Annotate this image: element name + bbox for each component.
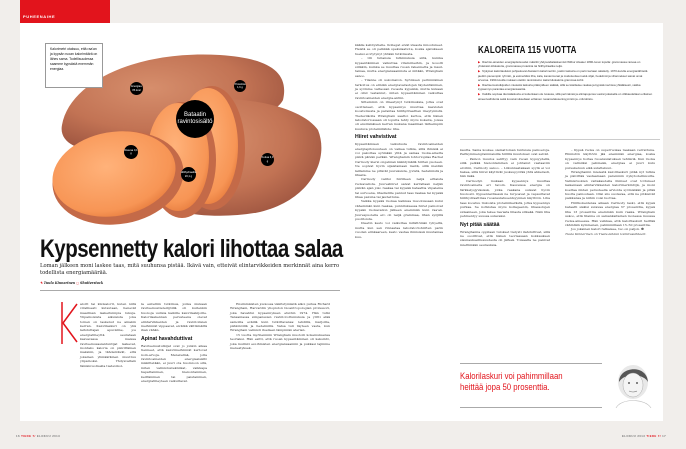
byline (40, 281, 103, 285)
author-portrait (611, 360, 656, 408)
pullquote (460, 371, 563, 393)
article-column-1 (80, 302, 136, 368)
nutrition-title: Bataatin ravintosisältö (177, 112, 213, 125)
pullquote-line-1: Kalorilaskuri voi pahimmillaan (460, 371, 563, 382)
fat-value: Rasvaa 0,1 g (124, 148, 138, 155)
paragraph: Wranghamia oppilaan tulokset tietysti ilahduttivat, sillä ne osoittivat, että hänen teoriassaan kokkauksen sisunaukselliusuudesta oli järkeä. Toisaalta ne panivat miettimään seurauksia. (460, 229, 550, 247)
camera-icon: ◻ (76, 281, 81, 285)
author-note: Tuula Kinnarinen on Tiede-lehden toimitussihteeri. (565, 231, 647, 236)
factbox-item: ▶ Kaikille sopivaa täsmälaskuria ei kuitenkaan ole luvassa, sillä perimänsä ja elintapojensa vuoksi jokaisella on vilkkaudeltaan erilainen aineenvaihdunta sekä koostumukseltaan erilainen ruoansulatusentsyymistö ja -mikrobisto. (478, 92, 653, 101)
article-column-5 (460, 148, 550, 247)
factbox-rule (460, 139, 660, 140)
paragraph: alorit tai kilokalorit, kuten niitä virallisesti kutsutaan, lienevät maailman laskeituimpia lukuja. Ylipainoisista aikuisista joka toinen on laskenut ne ainakin kerran. Kalorilaskuri on yhä laihduttajan apuväline, jos energiatiheyttä seurataan kasvavassa maissa ravitsemusasiantuntijat laskevat, montako kaloria on päivittäinen maksimi, ja tähdentävät, että jokainen ylimääräinen muuttuu ylipainoksi. Yhdysvaltain tämänvuotisella tiedevikol- (80, 302, 136, 368)
issue-date: ELOKUU 2013 (36, 434, 61, 438)
fiber-bubble (261, 153, 274, 166)
photo-credit: Shutterstock (80, 281, 104, 285)
footer-right (622, 434, 666, 438)
subheading: Hiiret vahvistivat (355, 134, 397, 141)
energy-value: Energiaa 86 kcal (131, 85, 142, 92)
paragraph: Ravitsemustutkijat ovat jo jonkin aikaa tienneet, että kalorimerkinnät kertovat noin-arvoja. Menetelmä, jolla ravintoaineiden energiasisältö määritetään, ei juuri ota huomioon sitä, miten valmistustekniikat, vaikkapa hapattaminen, hienontaminen, keittäminen tai paistaminen, energiatiheyteen vaikuttavat. (141, 343, 207, 384)
factbox-title: KALOREITA 115 VUOTTA (478, 45, 577, 56)
nutrition-title-bubble (176, 100, 214, 138)
pullquote-rule-bottom (460, 407, 602, 408)
paragraph: Wranghamin mielestä kalorilaskuri pitää nyt tutkia ja päivittää vastaamaan paremmin nykytodellisuutta. Valmisruokien valtakaudella ihmiset ovat tottuneet laskemaan elintarvikkeiden kalorimerkintöjä, ja moni koettaa niiden perusteella arvioida syömisiään ja pitää huolta painostaan. Olisi siis suotavaa, että ne pitäisivät paikkansa ja niihin voisi luottaa. (565, 170, 655, 201)
paragraph: la esiteltiin tutkimus, jonka mukaan ravitsemustieteilijöillä oli kuitenkin huonoja uutisia kaikille kalorilaskijoille. Kalorilaskennan perusteena olevat elintarvikkeiden ja ravintolisien merkinnät vippaavat, eivätkä välttämättä ihan vähän. (141, 302, 207, 333)
paragraph: kautta. Sama koskee olemattoman tuntuisia painoeroja. Parikymmengrammaisilla hiirillä muutokset ovat selvät. (460, 148, 550, 157)
paragraph: 15 vuotta myöhemmin Wrangham muotoili kokemuksensa teoriaksi. Hän esitti, että ruoan kypsentäminen oli keksintö, joka mullisti esi-ihmisten energiansaannin ja pukkasi lajimme menestyksek- (230, 332, 330, 351)
section-label: PUHEENAIHE (23, 14, 56, 19)
paragraph: Jos jokainen kalori ratkaisee, tuo on paljon. ❶ (571, 227, 644, 232)
caption-text: Kalorimetri otaksuu, että raa'an ja kypsän ruoan kalorimäärä on lähes sama. Todellisuudessa saamme kypsästä enemmän energiaa. (50, 47, 98, 71)
energy-bubble (130, 82, 143, 95)
article-lead: Loman jälkeen moni laskee taas, mitä suuhunsa pistää. Ikävä vain, etteivät elintarvikkeiden merkinnät aina kerro todellista energiamäärää. (40, 263, 340, 276)
subheading: Nyt pitää säätää (460, 221, 500, 228)
article-column-4 (355, 43, 443, 239)
dropcap-k (60, 302, 78, 344)
factbox-item: ▶ Ravinto-aineiden energiapitoisuudet määritti yhdysvaltalaiskemisti Wilbur Atwater 1890-luvun lopulla: grammassa rasvaa on yhdeksän kilokaloria, grammassa proteiinia tai hiilihydraattia neljä. (478, 60, 641, 69)
pullquote-line-2: heittää jopa 50 prosenttia. (460, 382, 550, 393)
paragraph: Ensimmäisten joukossa vääristymästä alkoi puhua Richard Wrangham, Harvardin yliopiston bioantropologian professori, joka havahtui kypsennyksen etuihin 1974. Hän tutki Tansaniassa simpanssien ravintotottumuksia ja yritti elää samoilla eväillä kuin tutkittavansa: lehdillä, marjoilla, pähkinöillä ja hedelmillä. Vatsa tuli täyteen vasta, kun Wrangham valmisti itselleen lämpimän aterian. (230, 302, 330, 333)
footer-left (16, 434, 60, 438)
article-column-6 (565, 148, 655, 236)
protein-bubble (234, 80, 246, 92)
carbs-value: Hiilihydraattia 20,1 g (180, 171, 197, 178)
protein-value: Proteiinia 1,6 g (234, 82, 246, 89)
bullet-triangle-icon: ▶ (478, 60, 481, 64)
sweet-potato-photo (0, 0, 345, 230)
article-column-3 (230, 302, 330, 350)
issue-date: ELOKUU 2013 (622, 434, 646, 438)
magazine-name: TIEDE 7/ (21, 434, 36, 438)
paragraph: Vaikka kypsää ruokaa kaikissa muodoissaan kului vähemmän kuin raakaa, punnituksessa hiiret painoivat kypsän ruokavalion jälkeen enemmän kuin raa'an. Juurespuolella ero oli neljä grammaa, lihan syöjillä puolitoista. (355, 199, 443, 222)
article-headline: Kypsennetty kalori lihottaa salaa (40, 235, 343, 263)
fat-bubble (124, 145, 138, 159)
paragraph: – Kypsä ruoka on superruokaa raakaan verrattuna. Elimistön käyttöön jää enemmän energiaa, koska kypsennys hoitaa ruoansulatuksen tehtäviä. Kun ruoka on valmiiksi pehmeää, energiaa ei juuri kulu pureskeluun eikä sulatteluun. (565, 148, 655, 170)
author-name: Tuula Kinnarinen (43, 281, 76, 285)
page-number-right: 17 (662, 434, 667, 438)
subheading: Apinat havahduttivat (141, 335, 193, 342)
carbs-bubble (181, 167, 196, 182)
bullet-triangle-icon: ▶ (478, 69, 481, 74)
factbox-item: ▶ Nykyiset kaloritaulukot pohjautuvat Atwaterin kalorimetriin, joskin laskuria on parin kertaan säädetty. 1970-luvulla energianlähteitä jaettiin pienempiin ryhmiin, ja esimerkiksi liha, kala, kananmunat ja maitotuotteet sekä viljat, hedelmät ja vihannekset saivat omat arvonsa. 1990-luvulla mukaan otettiin ravintokuitu: kaksi kilokaloria grammaa kohti. (478, 69, 648, 82)
paragraph: – Tilanne oli uskomaton. Syömisen perimmäinen tarkoitus on eliniän energiavarastojen täydentäminen, ja syömme valtaosan ruoasta kypsänä, mutta kukaan ei ollut testannut, miten kypsentäminen vaikuttaa ravintoaineiden energia-antiin. (355, 78, 443, 100)
magazine-name: TIEDE 7/ (646, 434, 661, 438)
factbox-item: ▶ Ravitsemustutkijoiden mielestä laskuria pitää jälleen säätää, sillä se käsittelee raakaa ja kypsää ravintoa yhtäläisesti, vaikka kypsennys parantaa energiansaantia. (478, 82, 641, 92)
bullet-triangle-icon: ▶ (478, 92, 481, 97)
paragraph: Kypsentämisen vaikutusta ravintoaineiden energiapitoisuuteen on vaikea tutkia, sillä ihmisiä ei voi pakottaa syömään yhtä ja samaa ruoka-ainetta päivä päivän perään. Wranghamin tohtoriopilas Rachel Carmody kiersi ongelman kääntymällä hiirten puoleen. Ne sopivat hyvin sijaistamaan meitä, sillä meidän laillamme ne pitävät juureksista, jyvistä, hedelmistä ja lihasta. (355, 142, 443, 177)
paragraph: Hiirikokeidensa aikaan Carmody laski, että kypsä bataatti sisälsi sulavaa energiaa 37 prosenttia, kypsä liha 13 prosenttia enemmän kuin raaka. Wrangham uskoo, että tilanne on samankaltainen monessa muussa ruoka-aineessa. Hän veikkaa, että kalorilaskuri heittää vähintäin kymmenen, pahimmillaan 15–50 prosenttia. (565, 200, 655, 227)
page-number-left: 16 (16, 434, 20, 438)
photo-caption (45, 43, 103, 88)
pullquote-rule-top (460, 363, 602, 364)
fiber-value: Kuitua 3,0 g (261, 156, 274, 163)
paragraph: Sittemmin on ilmestynyt tutkimuksia, jotka ovat osoittaneet, että kypsennys muuttaa kasvisten koostumusta ja parantaa hiilihydraattien imeytymistä. Tiedeviikolla Wrangham saattoi kertoa, että hänen laboratoriossaan oli lopulta tehty myös kokeita, joissa oli ensimmäisen kerran mukana maailman tärkeimpiin kuuluva proteiinilähde: liha. (355, 100, 443, 131)
paragraph: Dieetin kesto voi vaikuttaa mitättömän lyhyeltä, mutta kun sen rinnastaa laboratoriohiirten parin vuoden elinkaareen, kesto vastaa ihmisissä muutamaa kuu- (355, 221, 443, 239)
paragraph: – Oli tuhansia tutkimuksia siitä, kuinka kypsentäminen vaikuttaa vitamiineihin, ja kosolti siitäkin, kuinka se muuttaa ruoan rakennetta ja mauttamaa, mutta energiansaannista ei mitään, Wrangham sanoo. (355, 56, 443, 78)
article-column-2 (141, 302, 207, 384)
paragraph: käälle kehitystielle. Kollegat eivät ideasta innostuneet. Heistä se oli pelkkää spekulaatiota, koska ajatukseen tueksi ei löytynyt yhtään tutkimusta. (355, 43, 443, 56)
paragraph: – Painon muutos selittyy vain ruoan kypsyydellä, sillä pelkkä hienontaminen ei johtanut vastaaviin eroihin, Carmody sanoo. – Liikunnastakaan syytä ei voi hakea, sillä hiiret käyttivät juoksupyörää yhtä ahkerasti, hän lisää. (460, 156, 550, 179)
pen-icon: ✎ (40, 281, 44, 285)
bullet-triangle-icon: ▶ (478, 82, 481, 87)
headline-rule (40, 290, 340, 291)
paragraph: Carmody valitsi hiirilleen neljä erilaista ruokavaliota. Juureshiiret saivat kerrallaan neljän päivän ajan joko raakaa tai kypsää bataattia viipaleina tai survoena, lihadietille pannut taas raakaa tai kypsää lihaa paloina tai jauhettuna. (355, 177, 443, 199)
factbox-list (478, 60, 653, 101)
paragraph: Carmodyn mukaan kypsennys muuttaa ravintoaineita eri tavoin. Kasveissa energia on tärkkelysjyväsissä, jotka raakana sulavat hyvin huonosti. Kypsennettäessä ne turpoavat ja vapauttavat hiilihydraattinsa ruoansulatusentsyymien käyttöön. Liha taas koostuu tiukoista proteiinikerästä, jotka kypsennys purkaa. Se notkistaa myös kollageenin, lihassolujen sideaineen, joka tekee raa'asta lihasta sitkeää. Näin liha pehmentyy suussa sulavaksi. (460, 178, 550, 219)
